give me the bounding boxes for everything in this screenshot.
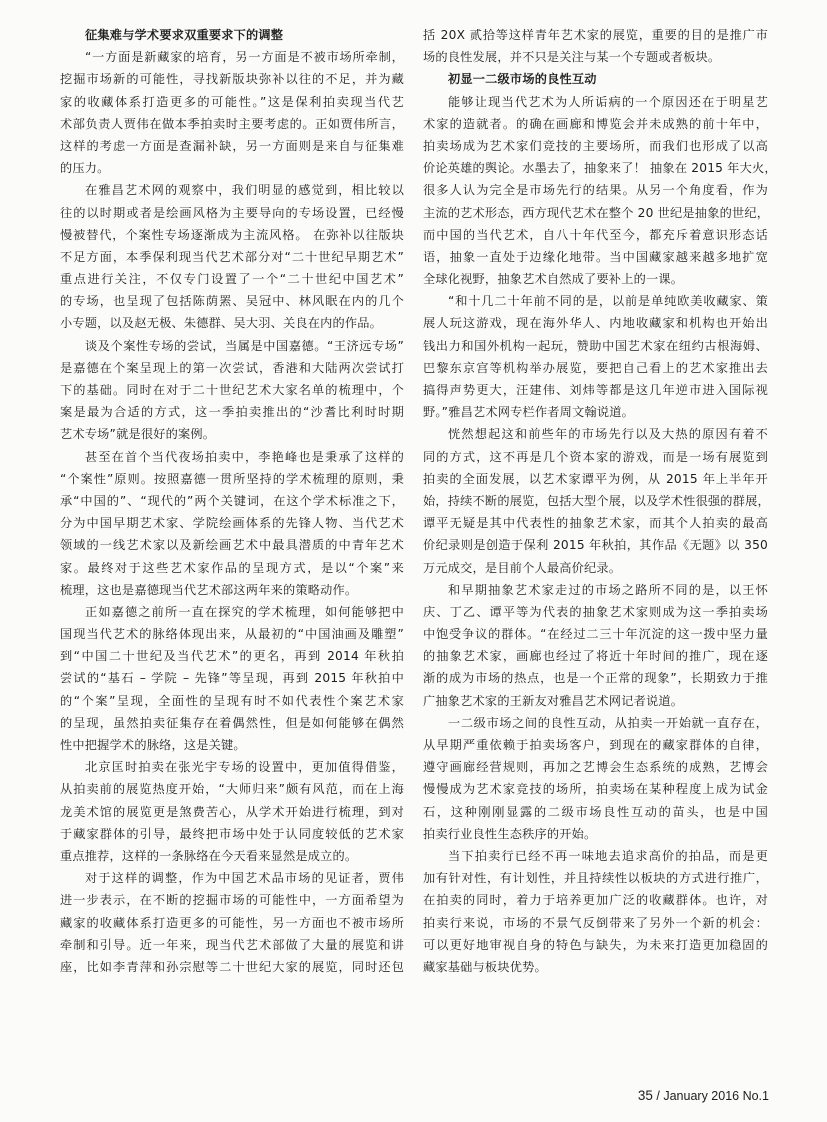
paragraph-line: 从拍卖前的展览热度开始，“大师归来”颇有风范，而在上海: [60, 782, 404, 797]
paragraph-line: 拍卖场成为艺术家们竞技的主要场所，而我们也形成了以高: [423, 138, 768, 153]
paragraph-line: 展人玩这游戏，现在海外华人、内地收藏家和机构也开始出: [423, 316, 768, 331]
paragraph-line: “和十几二十年前不同的是，以前是单纯欧美收藏家、策: [448, 294, 768, 309]
paragraph-line: 在拍卖的同时，着力于培养更加广泛的收藏群体。也许，对: [423, 893, 768, 908]
paragraph-line: 是嘉德在个案呈现上的第一次尝试，香港和大陆两次尝试打: [60, 360, 404, 375]
paragraph-line: “个案性”原则。按照嘉德一贯所坚持的学术梳理的原则，秉: [60, 471, 404, 486]
paragraph-line: 恍然想起这和前些年的市场先行以及大热的原因有着不: [448, 427, 768, 442]
paragraph-line: 加有针对性，有计划性，并且持续性以板块的方式进行推广，: [423, 871, 768, 886]
paragraph-line: 广抽象艺术家的王新友对雅昌艺术网记者说道。: [423, 693, 684, 708]
paragraph-line: 中饱受争议的群体。“在经过二三十年沉淀的这一拨中坚力量: [423, 627, 768, 642]
paragraph-line: 野。”雅昌艺术网专栏作者周文翰说道。: [423, 405, 635, 420]
left-column: [60, 24, 404, 978]
paragraph-line: 小专题，以及赵无极、朱德群、吴大羽、关良在内的作品。: [60, 316, 383, 331]
paragraph-line: 钱出力和国外机构一起玩，赞助中国艺术家在纽约古根海姆、: [423, 338, 768, 353]
paragraph-line: 渐的成为市场的热点，也是一个正常的现象”，长期致力于推: [423, 671, 768, 686]
page-footer: [638, 1088, 769, 1103]
paragraph-line: 领域的一线艺术家以及新绘画艺术中最具潜质的中青年艺术: [60, 538, 404, 553]
paragraph-line: 石，这种刚刚显露的二级市场良性互动的苗头，也是中国: [423, 804, 768, 819]
paragraph-line: 一二级市场之间的良性互动，从拍卖一开始就一直存在，: [448, 715, 768, 730]
paragraph-line: 甚至在首个当代夜场拍卖中，李艳峰也是秉承了这样的: [85, 449, 404, 464]
paragraph-line: 的压力。: [60, 161, 110, 176]
paragraph-line: 能够让现当代艺术为人所诟病的一个原因还在于明星艺: [448, 94, 768, 109]
paragraph-line: 拍卖行业良性生态秩序的开始。: [423, 826, 597, 841]
paragraph-line: 和早期抽象艺术家走过的市场之路所不同的是，以王怀: [448, 582, 768, 597]
paragraph-line: 进一步表示，在不断的挖掘市场的可能性中，一方面希望为: [60, 893, 404, 908]
paragraph-line: 梳理，这也是嘉德现当代艺术部这两年来的策略动作。: [60, 582, 358, 597]
paragraph-line: 下的基础。同时在对于二十世纪艺术大家名单的梳理中，个: [60, 383, 404, 397]
paragraph-line: 国现当代艺术的脉络体现出来，从最初的“中国油画及雕塑”: [60, 627, 404, 642]
paragraph-line: 遵守画廊经营规则，再加之艺博会生态系统的成熟，艺博会: [423, 760, 768, 775]
paragraph-line: 的“个案”呈现，全面性的呈现有时不如代表性个案艺术家: [60, 693, 404, 708]
right-column: [423, 24, 777, 978]
paragraph-line: 价纪录则是创造于保利 2015 年秋拍，其作品《无题》以 350: [423, 538, 768, 553]
paragraph-line: 牵制和引导。近一年来，现当代艺术部做了大量的展览和讲: [60, 937, 404, 952]
paragraph-line: 的呈现，虽然拍卖征集存在着偶然性，但是如何能够在偶然: [60, 715, 404, 730]
paragraph-line: 藏家基础与板块优势。: [423, 959, 547, 974]
paragraph-line: 藏家的收藏体系打造更多的可能性，另一方面也不被市场所: [60, 915, 404, 930]
paragraph-line: 到“中国二十世纪及当代艺术”的更名，再到 2014 年秋拍: [60, 649, 404, 664]
paragraph-line: 正如嘉德之前所一直在探究的学术梳理，如何能够把中: [85, 604, 404, 619]
paragraph-line: 尝试的“基石 – 学院 – 先锋”等呈现，再到 2015 年秋拍中: [60, 671, 404, 686]
paragraph-line: 承“中国的”、“现代的”两个关键词，在这个学术标准之下，: [60, 493, 404, 508]
paragraph-line: “一方面是新藏家的培育，另一方面是不被市场所牵制，: [85, 50, 404, 65]
paragraph-line: 场的良性发展，并不只是关注与某一个专题或者板块。: [423, 50, 721, 65]
paragraph-line: 巴黎东京宫等机构举办展览，要把自己看上的艺术家推出去: [423, 360, 768, 375]
paragraph-line: 对于这样的调整，作为中国艺术品市场的见证者，贾伟: [85, 871, 404, 886]
paragraph-line: 家的收藏体系打造更多的可能性。”这是保利拍卖现当代艺: [60, 94, 404, 109]
paragraph-line: 括 20X 贰拾等这样青年艺术家的展览，重要的目的是推广市: [423, 28, 768, 42]
paragraph-line: 主流的艺术形态，西方现代艺术在整个 20 世纪是抽象的世纪，: [423, 205, 770, 220]
paragraph-line: 语，抽象一直处于边缘化地带。当中国藏家越来越多地扩宽: [423, 249, 768, 264]
paragraph-line: 从早期严重依赖于拍卖场客户，到现在的藏家群体的自律，: [423, 738, 768, 752]
paragraph-line: 拍卖的全面发展，以艺术家谭平为例，从 2015 年上半年开: [423, 471, 768, 486]
paragraph-line: 这样的考虑一方面是查漏补缺，另一方面则是来自与征集难: [60, 138, 404, 153]
paragraph-line: 慢被替代，个案性专场逐渐成为主流风格。 在弥补以往版块: [60, 227, 404, 242]
paragraph-line: 价论英雄的舆论。水墨去了，抽象来了！ 抽象在 2015 年大火，: [423, 161, 777, 176]
paragraph-line: 谭平无疑是其中代表性的抽象艺术家，而其个人拍卖的最高: [423, 516, 768, 531]
paragraph-line: 在雅昌艺术网的观察中，我们明显的感觉到，相比较以: [85, 183, 404, 198]
paragraph-line: 的专场，也呈现了包括陈荫罴、吴冠中、林风眠在内的几个: [60, 294, 404, 309]
paragraph-line: 术家的造就者。的确在画廊和博览会并未成熟的前十年中，: [423, 116, 768, 131]
paragraph-line: 座，比如李青萍和孙宗慰等二十世纪大家的展览，同时还包: [60, 959, 404, 974]
paragraph-line: 搞得声势更大，汪建伟、刘炜等都是这几年逆市进入国际视: [423, 383, 768, 397]
paragraph-line: 慢慢成为艺术家竞技的场所，拍卖场在某种程度上成为试金: [423, 782, 768, 797]
paragraph-line: 性中把握学术的脉络，这是关键。: [60, 738, 246, 752]
paragraph-line: 术部负责人贾伟在做本季拍卖时主要考虑的。正如贾伟所言，: [60, 116, 404, 131]
paragraph-line: 龙美术馆的展览更是煞费苦心，从学术开始进行梳理，到对: [60, 804, 404, 819]
paragraph-line: 庆、丁乙、谭平等为代表的抽象艺术家则成为这一季拍卖场: [423, 604, 768, 619]
paragraph-line: 案是最为合适的方式，这一季拍卖推出的“沙耆比利时时期: [60, 405, 404, 420]
paragraph-line: 往的以时期或者是绘画风格为主要导向的专场设置，已经慢: [60, 205, 404, 220]
paragraph-line: 北京匡时拍卖在张光宇专场的设置中，更加值得借鉴，: [85, 760, 404, 775]
paragraph-line: 万元成交，是目前个人最高价纪录。: [423, 560, 622, 575]
paragraph-line: 可以更好地审视自身的特色与缺失，为未来打造更加稳固的: [423, 937, 768, 952]
paragraph-line: 挖掘市场新的可能性，寻找新版块弥补以往的不足，并为藏: [60, 72, 404, 87]
paragraph-line: 谈及个案性专场的尝试，当属是中国嘉德。“王济远专场”: [85, 338, 404, 353]
paragraph-line: 重点推荐，这样的一条脉络在今天看来显然是成立的。: [60, 848, 358, 863]
paragraph-line: 的抽象艺术家，画廊也经过了将近十年时间的推广，现在逐: [423, 649, 768, 664]
paragraph-line: 分为中国早期艺术家、学院绘画体系的先锋人物、当代艺术: [60, 516, 404, 531]
paragraph-line: 而中国的当代艺术，自八十年代至今，都充斥着意识形态话: [423, 227, 768, 242]
issue-label: January 2016 No.1: [663, 1089, 769, 1103]
paragraph-line: 重点进行关注，不仅专门设置了一个“二十世纪中国艺术”: [60, 272, 404, 287]
footer-separator: /: [656, 1089, 660, 1103]
paragraph-line: 家。最终对于这些艺术家作品的呈现方式，是以“个案”来: [60, 560, 404, 575]
section-heading: 征集难与学术要求双重要求下的调整: [85, 28, 284, 42]
paragraph-line: 拍卖行来说，市场的不景气反倒带来了另外一个新的机会：: [423, 915, 768, 930]
paragraph-line: 艺术专场”就是很好的案例。: [60, 427, 216, 442]
page-number: 35: [637, 1088, 653, 1103]
section-heading: 初显一二级市场的良性互动: [448, 72, 597, 87]
paragraph-line: 不足方面，本季保利现当代艺术部分对“二十世纪早期艺术”: [60, 249, 404, 264]
paragraph-line: 当下拍卖行已经不再一味地去追求高价的拍品，而是更: [448, 848, 768, 863]
paragraph-line: 同的方式，这不再是几个资本家的游戏，而是一场有展览到: [423, 449, 768, 464]
paragraph-line: 于藏家群体的引导，最终把市场中处于认同度较低的艺术家: [60, 826, 404, 841]
paragraph-line: 始，持续不断的展览，包括大型个展，以及学术性很强的群展，: [423, 493, 770, 508]
paragraph-line: 很多人认为完全是市场先行的结果。从另一个角度看，作为: [423, 183, 768, 198]
paragraph-line: 全球化视野，抽象艺术自然成了要补上的一课。: [423, 272, 684, 287]
